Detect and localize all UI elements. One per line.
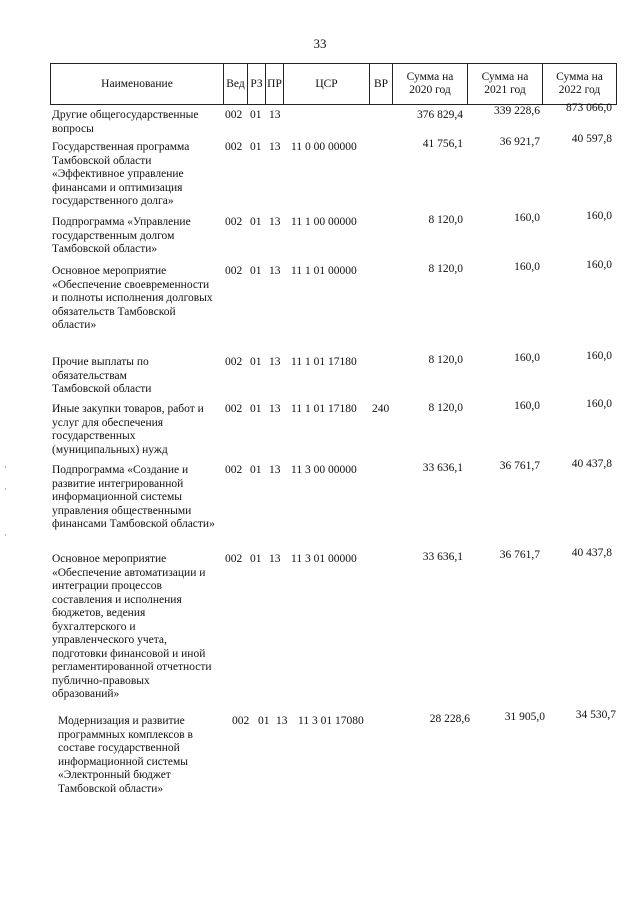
row-rz: 01	[250, 553, 262, 565]
row-pr: 13	[269, 356, 281, 368]
header-sum-2022: Сумма на 2022 год	[556, 71, 603, 96]
row-rz: 01	[250, 109, 262, 121]
row-name: Основное мероприятие «Обеспечение автоматизации и интеграции процессов составления и исполнения бюджетов, ведения бухгалтерского и управленческого учета, подготовки финансовой и иной регламентированной отчетности публично-правовых образований»	[52, 553, 212, 700]
row-ved: 002	[225, 216, 243, 228]
row-rz: 01	[250, 464, 262, 476]
row-pr: 13	[269, 403, 281, 415]
row-sum-2022: 160,0	[586, 259, 612, 271]
header-sum-2020: Сумма на 2020 год	[393, 64, 468, 104]
row-sum-2021: 160,0	[514, 352, 540, 364]
row-sum-2022: 40 437,8	[571, 547, 612, 559]
row-sum-2020: 28 228,6	[429, 713, 470, 725]
row-sum-2022: 160,0	[586, 398, 612, 410]
row-name: Иные закупки товаров, работ и услуг для обеспечения государственных (муниципальных) нужд	[52, 403, 204, 456]
row-pr: 13	[269, 216, 281, 228]
row-pr: 13	[269, 464, 281, 476]
row-rz: 01	[250, 356, 262, 368]
table-header	[50, 63, 617, 105]
header-vr: ВР	[370, 64, 393, 104]
row-name: Государственная программа Тамбовской области «Эффективное управление финансами и оптимизация государственного долга»	[52, 141, 190, 207]
row-pr: 13	[276, 715, 288, 727]
row-csr: 11 1 00 00000	[291, 216, 357, 228]
row-sum-2020: 8 120,0	[428, 402, 463, 414]
row-csr: 11 3 01 17080	[298, 715, 364, 727]
header-pr: ПР	[266, 64, 284, 104]
row-csr: 11 3 00 00000	[291, 464, 357, 476]
header-rz: РЗ	[248, 64, 266, 104]
row-sum-2021: 36 761,7	[499, 549, 540, 561]
row-name: Прочие выплаты по обязательствам Тамбовской области	[52, 356, 152, 395]
row-csr: 11 0 00 00000	[291, 141, 357, 153]
row-vr: 240	[372, 403, 390, 415]
page-number: 33	[313, 36, 327, 51]
row-name: Основное мероприятие «Обеспечение своевременности и полноты исполнения долговых обязательств Тамбовской области»	[52, 265, 213, 331]
row-sum-2022: 40 437,8	[571, 458, 612, 470]
header-csr: ЦСР	[284, 64, 370, 104]
scan-artifact: ·	[4, 462, 7, 472]
row-sum-2020: 41 756,1	[422, 138, 463, 150]
row-sum-2020: 376 829,4	[417, 109, 463, 121]
row-sum-2022: 873 066,0	[566, 102, 612, 114]
row-name: Подпрограмма «Управление государственным долгом Тамбовской области»	[52, 216, 191, 255]
row-name: Подпрограмма «Создание и развитие интегрированной информационной системы управления общественными финансами Тамбовской области»	[52, 464, 215, 530]
row-ved: 002	[225, 109, 243, 121]
header-ved: Вед	[224, 64, 248, 104]
row-sum-2021: 160,0	[514, 212, 540, 224]
row-rz: 01	[258, 715, 270, 727]
row-sum-2021: 160,0	[514, 400, 540, 412]
row-sum-2021: 339 228,6	[494, 105, 540, 117]
row-sum-2021: 36 921,7	[499, 136, 540, 148]
row-sum-2020: 8 120,0	[428, 214, 463, 226]
header-name: Наименование	[51, 64, 224, 104]
row-pr: 13	[269, 141, 281, 153]
row-ved: 002	[225, 356, 243, 368]
row-csr: 11 3 01 00000	[291, 553, 357, 565]
row-rz: 01	[250, 141, 262, 153]
row-csr: 11 1 01 00000	[291, 265, 357, 277]
row-ved: 002	[232, 715, 250, 727]
row-pr: 13	[269, 109, 281, 121]
row-sum-2022: 160,0	[586, 350, 612, 362]
row-sum-2021: 31 905,0	[504, 711, 545, 723]
row-rz: 01	[250, 216, 262, 228]
header-sum-2021: Сумма на 2021 год	[468, 64, 543, 104]
row-csr: 11 1 01 17180	[291, 403, 357, 415]
row-sum-2020: 8 120,0	[428, 263, 463, 275]
row-sum-2021: 36 761,7	[499, 460, 540, 472]
row-ved: 002	[225, 141, 243, 153]
row-rz: 01	[250, 265, 262, 277]
row-sum-2020: 33 636,1	[422, 462, 463, 474]
row-ved: 002	[225, 553, 243, 565]
row-csr: 11 1 01 17180	[291, 356, 357, 368]
row-sum-2022: 34 530,7	[575, 709, 616, 721]
row-sum-2022: 160,0	[586, 210, 612, 222]
row-sum-2020: 8 120,0	[428, 354, 463, 366]
row-sum-2021: 160,0	[514, 261, 540, 273]
row-ved: 002	[225, 464, 243, 476]
row-sum-2020: 33 636,1	[422, 551, 463, 563]
row-rz: 01	[250, 403, 262, 415]
scan-artifact: ·	[4, 484, 7, 494]
row-name: Модернизация и развитие программных комплексов в составе государственной информационной системы «Электронный бюджет Тамбовской области»	[58, 715, 193, 795]
row-pr: 13	[269, 553, 281, 565]
row-name: Другие общегосударственные вопросы	[52, 109, 199, 135]
row-ved: 002	[225, 265, 243, 277]
scan-artifact: ·	[4, 530, 7, 540]
row-ved: 002	[225, 403, 243, 415]
row-pr: 13	[269, 265, 281, 277]
row-sum-2022: 40 597,8	[571, 133, 612, 145]
